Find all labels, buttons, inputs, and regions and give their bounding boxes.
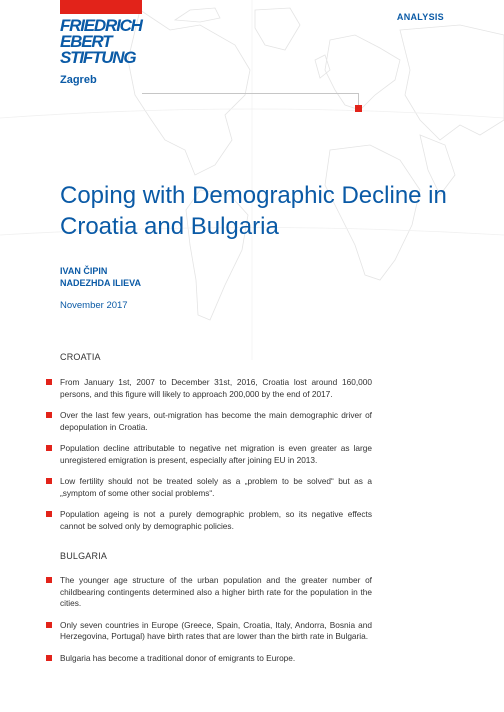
document-title: Coping with Demographic Decline in Croatia and Bulgaria	[60, 182, 447, 240]
brand-red-tab	[60, 0, 142, 14]
fes-logo	[60, 18, 142, 88]
list-item: Population decline attributable to negative net migration is even greater as large unregistered emigration is present, especially after joining EU in 2013.	[46, 443, 372, 466]
bullet-square-icon	[46, 412, 52, 418]
list-item: Population ageing is not a purely demographic problem, so its negative effects cannot be solved only by demographic policies.	[46, 509, 372, 532]
logo-line-2: EBERT	[60, 32, 112, 51]
map-pointer-line-horizontal	[142, 93, 358, 94]
bullet-square-icon	[46, 478, 52, 484]
bullet-square-icon	[46, 445, 52, 451]
bullet-square-icon	[46, 622, 52, 628]
bullet-square-icon	[46, 577, 52, 583]
location-marker-icon	[355, 105, 362, 112]
map-pointer-line-vertical	[358, 93, 359, 105]
bullet-square-icon	[46, 655, 52, 661]
list-item: The younger age structure of the urban population and the greater number of childbearing contingents determined also a higher birth rate for the population in the cities.	[46, 575, 372, 610]
section-heading-bulgaria: BULGARIA	[60, 551, 108, 561]
list-item: Over the last few years, out-migration has become the main demographic driver of depopulation in Croatia.	[46, 410, 372, 433]
section-heading-croatia: CROATIA	[60, 352, 101, 362]
list-item: Low fertility should not be treated solely as a „problem to be solved“ but as a „symptom of some other social problems“.	[46, 476, 372, 499]
authors	[60, 265, 141, 289]
logo-line-1: FRIEDRICH	[60, 16, 142, 35]
list-item: Only seven countries in Europe (Greece, Spain, Croatia, Italy, Andorra, Bosnia and Herzegovina, Portugal) have birth rates that are lower than the birth rate in Bulgaria.	[46, 620, 372, 643]
author-name: IVAN ČIPIN	[60, 266, 108, 276]
author-name: NADEZHDA ILIEVA	[60, 278, 141, 288]
logo-city: Zagreb	[60, 74, 97, 86]
list-item: From January 1st, 2007 to December 31st, 2016, Croatia lost around 160,000 persons, and this figure will likely to approach 200,000 by the end of 2017.	[46, 377, 372, 400]
bullet-list-bulgaria	[46, 575, 372, 674]
logo-line-3: STIFTUNG	[60, 48, 136, 67]
list-item: Bulgaria has become a traditional donor of emigrants to Europe.	[46, 653, 372, 665]
publication-date: November 2017	[60, 300, 128, 311]
bullet-square-icon	[46, 379, 52, 385]
document-category: ANALYSIS	[396, 12, 444, 22]
bullet-square-icon	[46, 511, 52, 517]
bullet-list-croatia	[46, 377, 372, 542]
